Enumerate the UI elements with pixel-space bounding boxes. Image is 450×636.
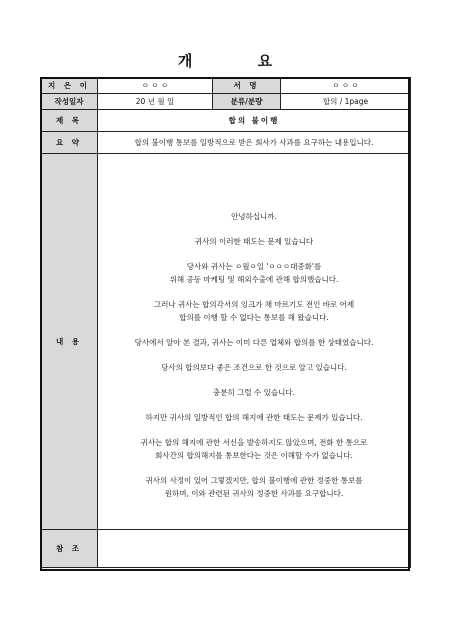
summary-label: 요 약 [41, 132, 98, 154]
content-paragraph: 귀사는 합의 해지에 관한 서신을 발송하지도 않았으며, 전화 한 통으로 회사간의 합의해지를 통보한다는 것은 이해할 수가 없습니다. [140, 437, 368, 460]
content-paragraph: 그러나 귀사는 합의각서의 잉크가 채 마르기도 전인 바로 어제 합의를 이행 할 수 없다는 통보를 해 왔습니다. [153, 299, 355, 322]
content-paragraphs [98, 172, 410, 500]
document-title: 개 요 [177, 52, 303, 70]
category-value: 합의 / 1page [281, 94, 411, 110]
content-paragraph: 충분히 그럴 수 있습니다. [213, 387, 295, 397]
content-label: 내 용 [41, 154, 98, 530]
date-label: 작성일자 [41, 94, 98, 110]
overview-form [40, 77, 411, 568]
reference-value [98, 530, 411, 568]
signature-label: 서 명 [213, 78, 281, 94]
content-paragraph: 당사와 귀사는 ㅇ월ㅇ일 'ㅇㅇㅇ대중화'를 위해 공동 마케팅 및 해외수출에 관해 합의했습니다. [169, 261, 339, 284]
author-label: 지 은 이 [41, 78, 98, 94]
reference-label: 참 조 [41, 530, 98, 568]
category-label: 분류/분량 [213, 94, 281, 110]
content-paragraph: 귀사의 이러한 태도는 문제 있습니다 [194, 236, 314, 246]
date-value: 20 년 월 일 [98, 94, 213, 110]
content-paragraph: 안녕하십니까. [231, 211, 277, 221]
content-paragraph: 당사의 합의보다 좋은 조건으로 한 것으로 알고 있습니다. [161, 362, 347, 372]
summary-value: 합의 불이행 통보를 일방적으로 받은 회사가 사과를 요구하는 내용입니다. [98, 132, 411, 154]
content-paragraph: 귀사의 사정이 있어 그렇겠지만, 합의 불이행에 관한 정중한 통보를 원하며, 이와 관련된 귀사의 정중한 사과를 요구합니다. [145, 475, 363, 498]
content-paragraph: 당사에서 알아 본 결과, 귀사는 이미 다른 업체와 합의를 한 상태였습니다. [134, 337, 374, 347]
author-value: ㅇ ㅇ ㅇ [98, 78, 213, 94]
subject-label: 제 목 [41, 110, 98, 132]
subject-value: 합의 불이행 [98, 110, 411, 132]
signature-value: ㅇ ㅇ ㅇ [281, 78, 411, 94]
content-paragraph: 하지만 귀사의 일방적인 합의 해지에 관한 태도는 문제가 있습니다. [145, 412, 363, 422]
content-body [98, 154, 411, 530]
